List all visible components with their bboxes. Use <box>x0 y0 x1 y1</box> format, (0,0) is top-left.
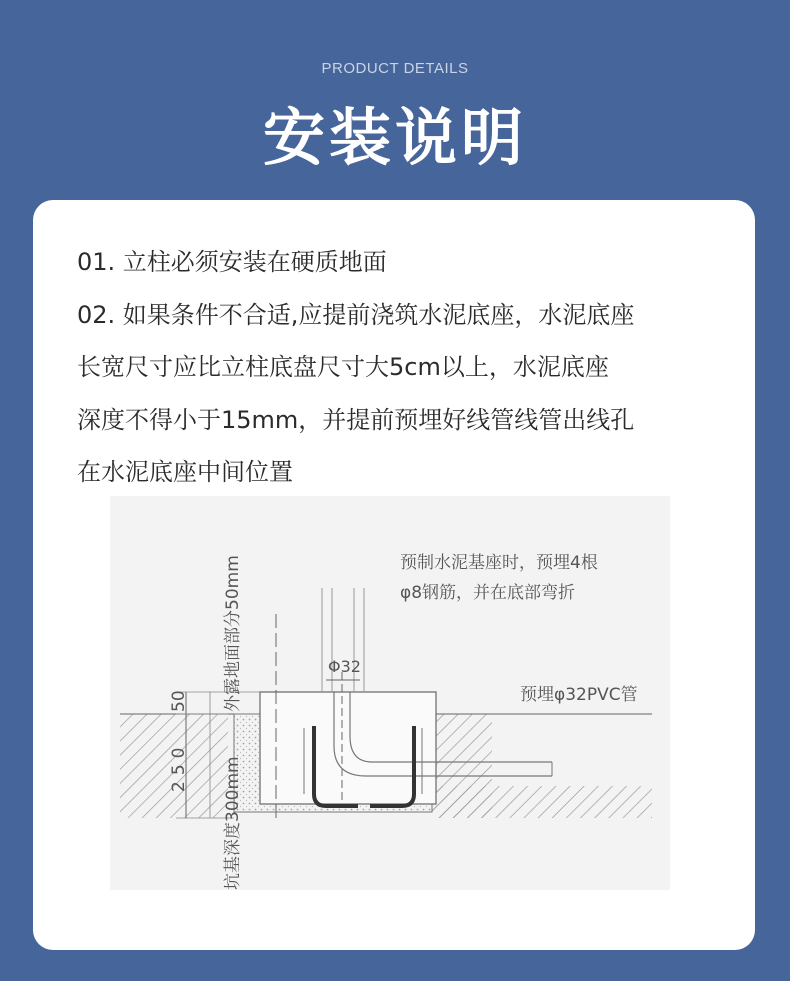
note-line-1: 预制水泥基座时，预埋4根 <box>400 553 598 573</box>
page-title: 安装说明 <box>262 101 527 174</box>
pedestal <box>260 692 436 804</box>
note-line-2: φ8钢筋，并在底部弯折 <box>400 583 576 603</box>
diagram-svg <box>110 496 670 890</box>
installation-diagram <box>110 496 670 890</box>
dim-large-label: 250 <box>169 741 189 792</box>
instruction-line: 02. 如果条件不合适,应提前浇筑水泥底座，水泥底座 <box>77 300 635 329</box>
instruction-line: 在水泥底座中间位置 <box>77 458 293 486</box>
diameter-label: Φ32 <box>328 657 361 676</box>
pit-depth-label: 坑基深度300mm <box>223 756 243 890</box>
instruction-line: 深度不得小于15mm，并提前预埋好线管线管出线孔 <box>77 405 635 434</box>
content-card <box>33 200 755 950</box>
instruction-line: 长宽尺寸应比立柱底盘尺寸大5cm以上，水泥底座 <box>77 353 609 381</box>
dim-small-label: 50 <box>169 690 189 712</box>
instructions-text <box>77 236 737 499</box>
ground-right-lower <box>432 786 652 818</box>
section-subtitle: PRODUCT DETAILS <box>321 60 469 77</box>
exposed-label: 外露地面部分50mm <box>223 555 243 712</box>
pvc-label: 预埋φ32PVC管 <box>520 685 638 705</box>
instruction-line: 01. 立柱必须安装在硬质地面 <box>77 248 387 276</box>
